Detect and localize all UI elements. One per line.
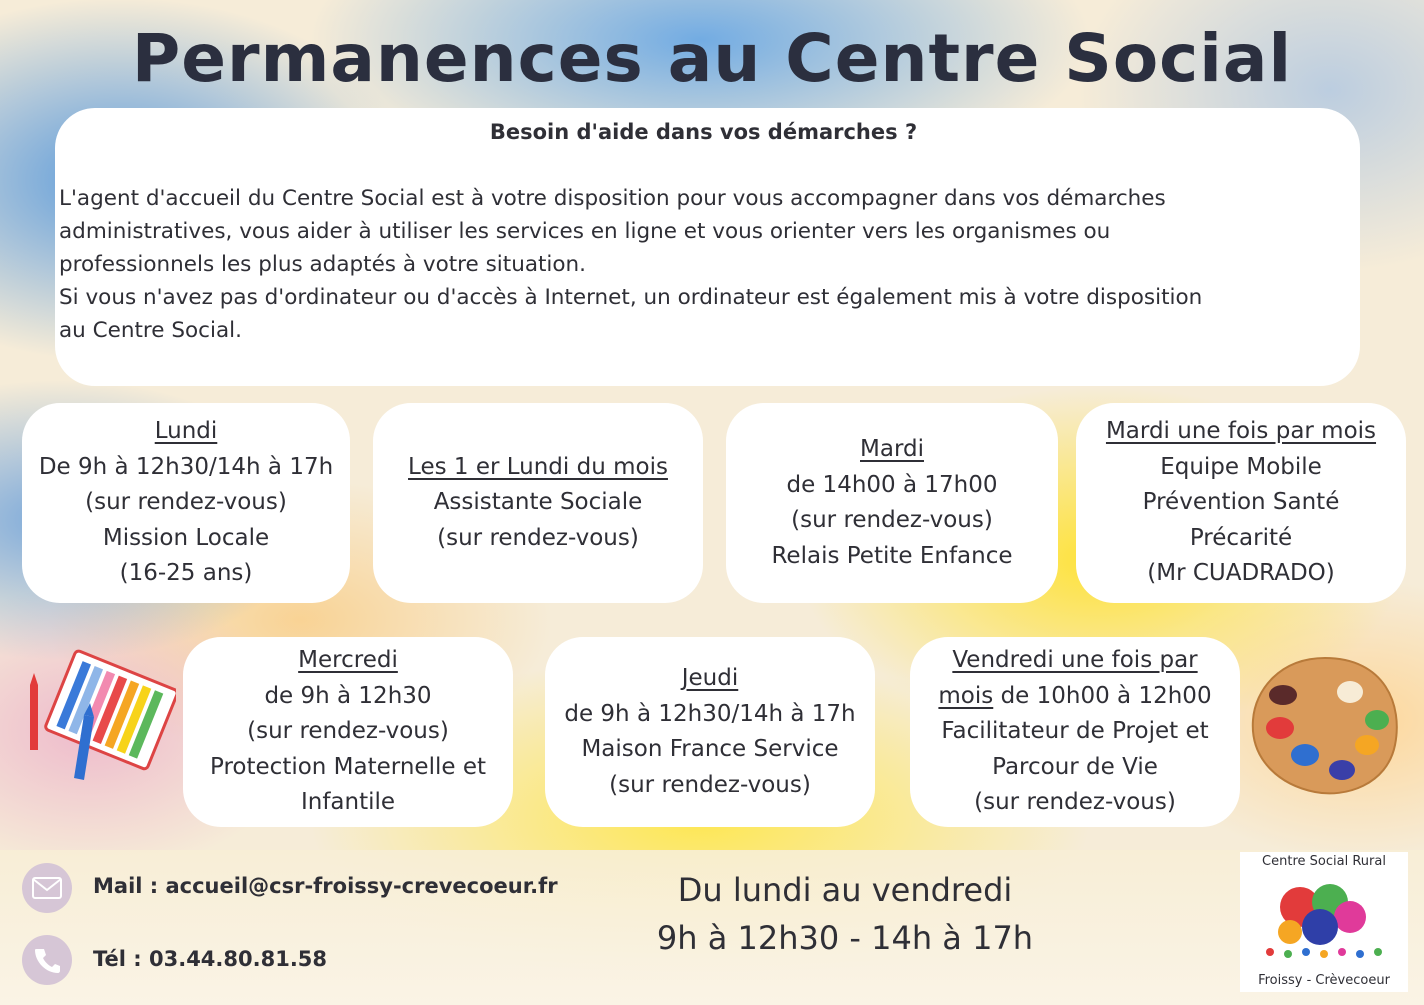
card-day: Mardi: [860, 436, 924, 462]
palette-illustration: [1245, 650, 1405, 800]
card-line: Assistante Sociale: [433, 489, 643, 516]
intro-line: Si vous n'avez pas d'ordinateur ou d'accès à Internet, un ordinateur est également mis à votre disposition: [59, 285, 1203, 310]
card-mardi: [726, 403, 1058, 603]
card-line: Précarité: [1189, 524, 1293, 551]
intro-line: administratives, vous aider à utiliser les services en ligne et vous orienter vers les organismes ou: [59, 219, 1111, 244]
phone-icon: [22, 935, 72, 985]
card-day: Mercredi: [298, 647, 398, 674]
card-day: Jeudi: [681, 665, 739, 691]
card-day: Lundi: [154, 418, 218, 445]
card-line: Maison France Service: [581, 736, 839, 762]
intro-line: au Centre Social.: [59, 318, 242, 343]
card-line: Equipe Mobile: [1160, 453, 1322, 480]
card-day: Mardi une fois par mois: [1105, 418, 1377, 445]
card-day: Vendredi une fois par: [952, 647, 1198, 674]
intro-panel: [55, 108, 1360, 386]
card-line: (sur rendez-vous): [85, 489, 287, 516]
card-day: Les 1 er Lundi du mois: [408, 453, 668, 480]
card-line: Protection Maternelle et: [210, 753, 486, 780]
envelope-icon: [22, 863, 72, 913]
card-lundi: [22, 403, 350, 603]
page-title: Permanences au Centre Social: [131, 20, 1293, 97]
card-day-part2: mois: [938, 682, 994, 709]
opening-hours-times: 9h à 12h30 - 14h à 17h: [656, 919, 1034, 957]
centre-social-logo: [1240, 852, 1408, 992]
card-line: (sur rendez-vous): [974, 789, 1176, 816]
card-mardi-mensuel: [1076, 403, 1406, 603]
opening-hours-days: Du lundi au vendredi: [677, 871, 1013, 909]
intro-line: L'agent d'accueil du Centre Social est à votre disposition pour vous accompagner dans vos démarches: [59, 186, 1166, 211]
logo-top-text: Centre Social Rural: [1262, 854, 1386, 869]
card-mercredi: [183, 637, 513, 827]
card-line: (sur rendez-vous): [609, 771, 811, 798]
card-line: Prévention Santé: [1142, 489, 1340, 516]
crayons-illustration: [24, 645, 176, 785]
phone-contact: Tél : 03.44.80.81.58: [93, 947, 328, 971]
card-line: (sur rendez-vous): [437, 524, 639, 551]
intro-heading: Besoin d'aide dans vos démarches ?: [489, 120, 918, 144]
card-jeudi: [545, 637, 875, 827]
card-line: Infantile: [300, 789, 396, 816]
card-line: Parcour de Vie: [992, 753, 1158, 780]
card-line: Relais Petite Enfance: [771, 542, 1013, 569]
card-line: Facilitateur de Projet et: [941, 718, 1209, 745]
card-line: (16-25 ans): [119, 560, 253, 587]
card-line: (sur rendez-vous): [791, 507, 993, 533]
logo-bottom-text: Froissy - Crèvecoeur: [1258, 973, 1390, 988]
card-line: (sur rendez-vous): [247, 718, 449, 745]
card-time: de 10h00 à 12h00: [993, 682, 1212, 709]
card-line: de 9h à 12h30: [264, 682, 432, 709]
card-line: De 9h à 12h30/14h à 17h: [38, 453, 334, 480]
card-line: de 14h00 à 17h00: [786, 471, 998, 498]
card-vendredi: [910, 637, 1240, 827]
card-day-continued: [938, 679, 1211, 715]
card-line: (Mr CUADRADO): [1147, 560, 1335, 587]
logo-splash-graphic: [1260, 872, 1390, 972]
card-premier-lundi: [373, 403, 703, 603]
mail-contact: Mail : accueil@csr-froissy-crevecoeur.fr: [93, 874, 558, 898]
intro-text: [59, 182, 1348, 347]
card-line: Mission Locale: [102, 524, 270, 551]
intro-line: professionnels les plus adaptés à votre situation.: [59, 252, 587, 277]
card-line: de 9h à 12h30/14h à 17h: [564, 700, 856, 727]
